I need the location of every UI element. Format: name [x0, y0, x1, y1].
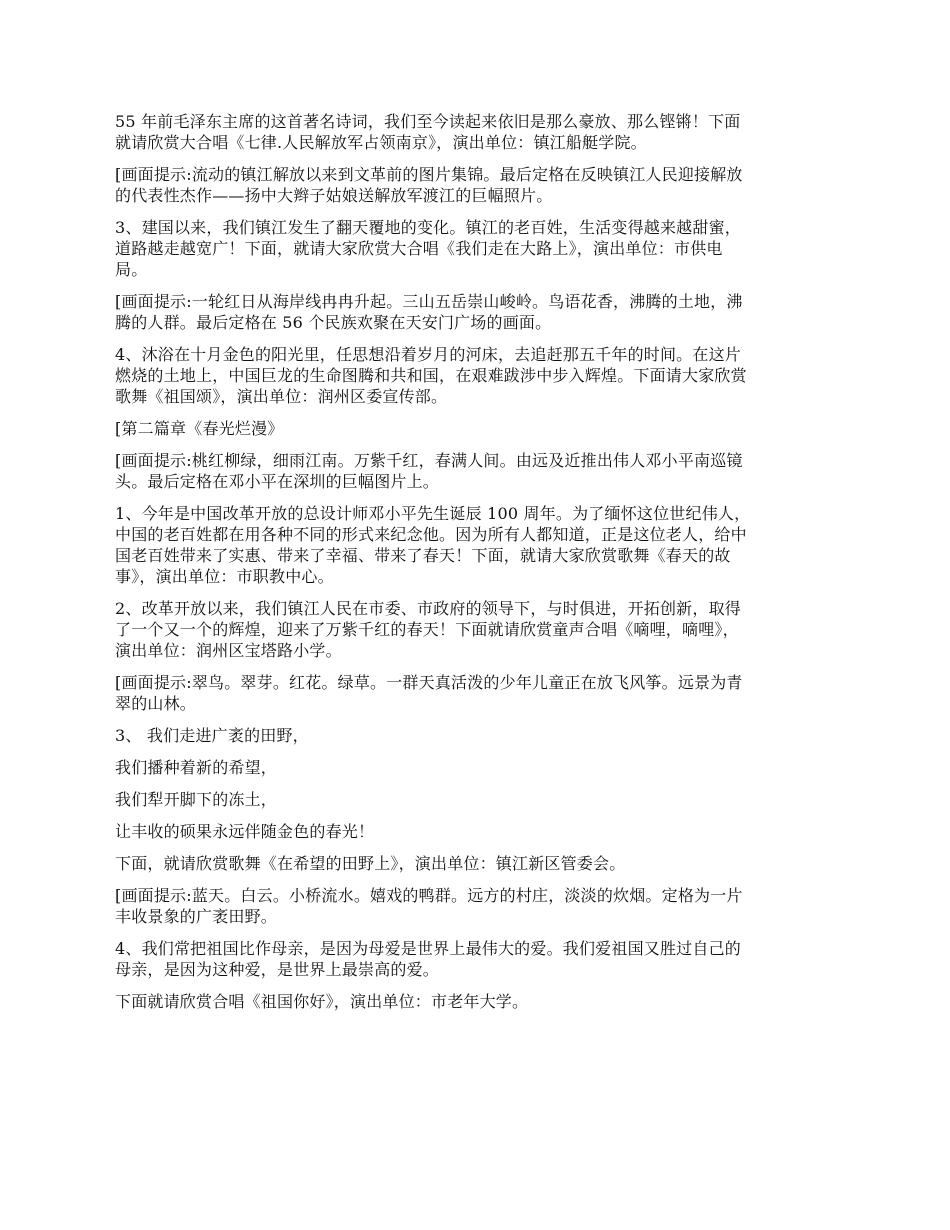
text-line: 中国的老百姓都在用各种不同的形式来纪念他。因为所有人都知道，正是这位老人，给中: [115, 525, 747, 544]
text-line: 3、 我们走进广袤的田野，: [115, 726, 309, 745]
text-line: 1、今年是中国改革开放的总设计师邓小平先生诞辰 100 周年。为了缅怀这位世纪伟人，: [115, 504, 751, 523]
text-line: [画面提示:蓝天。白云。小桥流水。嬉戏的鸭群。远方的村庄，淡淡的炊烟。定格为一片: [115, 886, 743, 905]
text-line: 就请欣赏大合唱《七律.人民解放军占领南京》，演出单位：镇江船艇学院。: [115, 133, 647, 152]
paragraph: [115, 418, 845, 439]
text-line: 演出单位：润州区宝塔路小学。: [115, 641, 342, 660]
text-line: 道路越走越宽广！下面，就请大家欣赏大合唱《我们走在大路上》，演出单位：市供电: [115, 239, 723, 258]
text-line: [画面提示:翠鸟。翠芽。红花。绿草。一群天真活泼的少年儿童正在放飞风筝。远景为青: [115, 673, 743, 692]
paragraph: [115, 757, 845, 778]
text-line: 2、改革开放以来，我们镇江人民在市委、市政府的领导下，与时俱进，开拓创新，取得: [115, 599, 741, 618]
text-line: 局。: [115, 260, 148, 279]
paragraph: [115, 344, 845, 407]
paragraph: [115, 672, 845, 714]
text-line: [第二篇章《春光烂漫》: [115, 419, 284, 438]
text-line: 了一个又一个的辉煌，迎来了万紫千红的春天！下面就请欣赏童声合唱《嘀哩，嘀哩》，: [115, 620, 739, 639]
paragraph: [115, 450, 845, 492]
text-line: 4、沐浴在十月金色的阳光里，任思想沿着岁月的河床，去追赶那五千年的时间。在这片: [115, 345, 741, 364]
text-line: 翠的山林。: [115, 694, 197, 713]
paragraph: [115, 598, 845, 661]
paragraph: [115, 821, 845, 842]
text-line: 丰收景象的广袤田野。: [115, 907, 278, 926]
paragraph: [115, 111, 845, 153]
text-line: [画面提示:一轮红日从海岸线冉冉升起。三山五岳崇山峻岭。鸟语花香，沸腾的土地，沸: [115, 292, 743, 311]
text-line: 事》，演出单位：市职教中心。: [115, 567, 334, 586]
document-body: [115, 111, 845, 1023]
text-line: 燃烧的土地上，中国巨龙的生命图腾和共和国，在艰难跋涉中步入辉煌。下面请大家欣赏: [115, 366, 747, 385]
text-line: 我们播种着新的希望，: [115, 758, 278, 777]
text-line: 歌舞《祖国颂》，演出单位：润州区委宣传部。: [115, 387, 448, 406]
text-line: 腾的人群。最后定格在 56 个民族欢聚在天安门广场的画面。: [115, 313, 552, 332]
paragraph: [115, 789, 845, 810]
paragraph: [115, 991, 845, 1012]
text-line: 我们犁开脚下的冻土，: [115, 790, 278, 809]
paragraph: [115, 217, 845, 280]
paragraph: [115, 503, 845, 587]
text-line: 让丰收的硕果永远伴随金色的春光！: [115, 822, 375, 841]
text-line: 3、建国以来，我们镇江发生了翻天覆地的变化。镇江的老百姓，生活变得越来越甜蜜，: [115, 218, 741, 237]
text-line: [画面提示:桃红柳绿，细雨江南。万紫千红，春满人间。由远及近推出伟人邓小平南巡镜: [115, 451, 743, 470]
text-line: 4、我们常把祖国比作母亲，是因为母爱是世界上最伟大的爱。我们爱祖国又胜过自己的: [115, 939, 741, 958]
text-line: [画面提示:流动的镇江解放以来到文革前的图片集锦。最后定格在反映镇江人民迎接解放: [115, 165, 743, 184]
text-line: 国老百姓带来了实惠、带来了幸福、带来了春天！下面，就请大家欣赏歌舞《春天的故: [115, 546, 731, 565]
paragraph: [115, 725, 845, 746]
text-line: 下面，就请欣赏歌舞《在希望的田野上》，演出单位：镇江新区管委会。: [115, 854, 626, 873]
paragraph: [115, 938, 845, 980]
text-line: 的代表性杰作——扬中大辫子姑娘送解放军渡江的巨幅照片。: [115, 186, 553, 205]
text-line: 头。最后定格在邓小平在深圳的巨幅图片上。: [115, 472, 440, 491]
paragraph: [115, 853, 845, 874]
text-line: 55 年前毛泽东主席的这首著名诗词，我们至今读起来依旧是那么豪放、那么铿锵！下面: [115, 112, 741, 131]
paragraph: [115, 291, 845, 333]
paragraph: [115, 885, 845, 927]
paragraph: [115, 164, 845, 206]
text-line: 母亲，是因为这种爱，是世界上最崇高的爱。: [115, 960, 440, 979]
text-line: 下面就请欣赏合唱《祖国你好》，演出单位：市老年大学。: [115, 992, 529, 1011]
